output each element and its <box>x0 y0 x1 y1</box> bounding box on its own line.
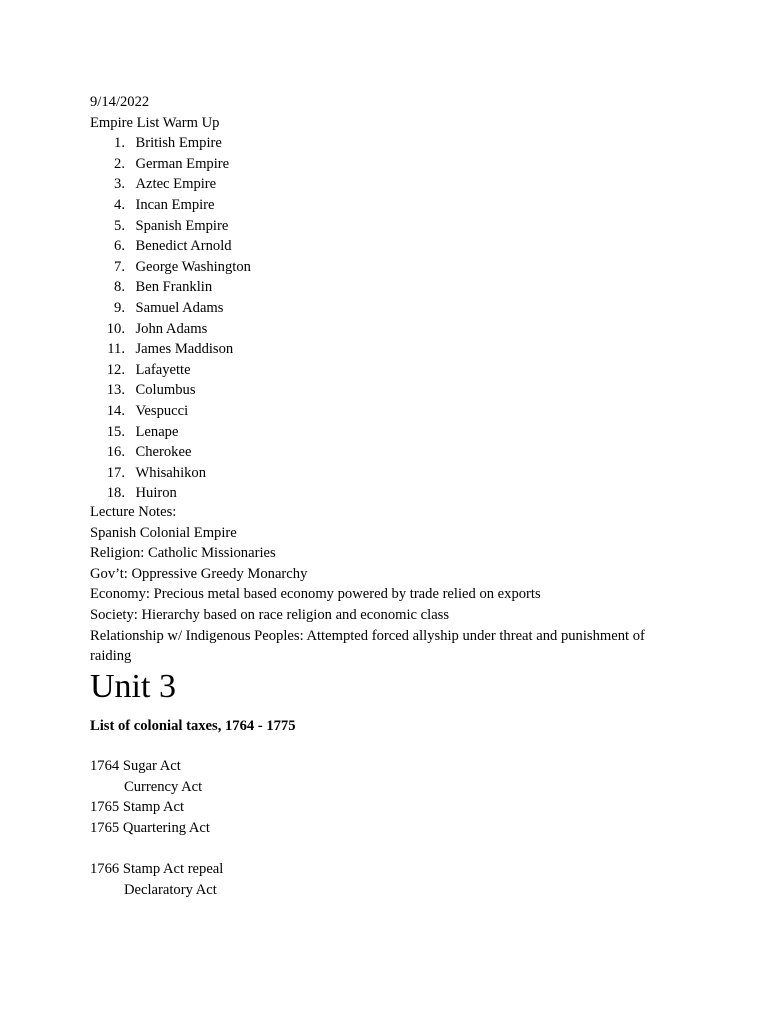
list-item-text: Ben Franklin <box>135 279 213 296</box>
list-item-text: James Maddison <box>135 341 234 358</box>
notes-religion: Religion: Catholic Missionaries <box>90 545 276 562</box>
tax-stamp-act-repeal: 1766 Stamp Act repeal <box>90 861 224 877</box>
list-item-text: Lafayette <box>135 361 191 378</box>
list-number: 2. <box>114 155 125 172</box>
list-number: 10. <box>106 320 125 337</box>
list-item-text: Samuel Adams <box>135 299 224 316</box>
list-item-text: Lenape <box>135 423 179 440</box>
notes-relationship: Relationship w/ Indigenous Peoples: Attempted forced allyship under threat and punishment of raiding <box>90 627 645 665</box>
warmup-title: Empire List Warm Up <box>90 114 220 131</box>
notes-government: Gov’t: Oppressive Greedy Monarchy <box>90 565 308 582</box>
list-number: 11. <box>107 341 125 358</box>
list-item-text: Huiron <box>135 485 177 502</box>
list-item-text: Columbus <box>135 382 196 399</box>
notes-society: Society: Hierarchy based on race religion and economic class <box>90 606 450 623</box>
list-number: 7. <box>114 258 125 275</box>
list-number: 8. <box>114 279 125 296</box>
list-item-text: John Adams <box>135 320 208 337</box>
notes-economy: Economy: Precious metal based economy powered by trade relied on exports <box>90 586 541 603</box>
list-number: 17. <box>106 464 125 481</box>
list-number: 18. <box>106 485 125 502</box>
list-number: 15. <box>106 423 125 440</box>
lecture-notes <box>90 502 690 667</box>
list-item-text: Whisahikon <box>135 464 207 481</box>
list-number: 1. <box>114 135 125 152</box>
list-number: 5. <box>114 217 125 234</box>
tax-stamp-act: 1765 Stamp Act <box>90 799 185 816</box>
list-number: 6. <box>114 238 125 255</box>
tax-sugar-act: 1764 Sugar Act <box>90 758 181 774</box>
list-number: 14. <box>106 402 125 419</box>
list-number: 3. <box>114 176 125 193</box>
tax-quartering-act: 1765 Quartering Act <box>90 819 210 836</box>
list-item-text: George Washington <box>135 258 251 275</box>
list-number: 13. <box>106 382 125 399</box>
list-item-text: Aztec Empire <box>135 176 217 193</box>
list-item-text: German Empire <box>135 155 230 172</box>
list-number: 12. <box>106 361 125 378</box>
list-item-text: British Empire <box>135 135 222 152</box>
unit-heading: Unit 3 <box>90 668 176 705</box>
taxes-heading: List of colonial taxes, 1764 - 1775 <box>90 718 296 734</box>
notes-topic: Spanish Colonial Empire <box>90 524 237 541</box>
list-item-text: Spanish Empire <box>135 217 229 234</box>
list-item-text: Vespucci <box>135 402 189 419</box>
lecture-notes-label: Lecture Notes: <box>90 504 177 520</box>
tax-declaratory-act: Declaratory Act <box>124 881 217 898</box>
list-item-text: Benedict Arnold <box>135 238 232 255</box>
list-number: 16. <box>106 444 125 461</box>
list-item-text: Incan Empire <box>135 196 215 213</box>
tax-currency-act: Currency Act <box>124 778 203 795</box>
list-number: 4. <box>114 196 125 213</box>
list-number: 9. <box>114 299 125 316</box>
date: 9/14/2022 <box>90 94 150 110</box>
list-item-text: Cherokee <box>135 444 192 461</box>
